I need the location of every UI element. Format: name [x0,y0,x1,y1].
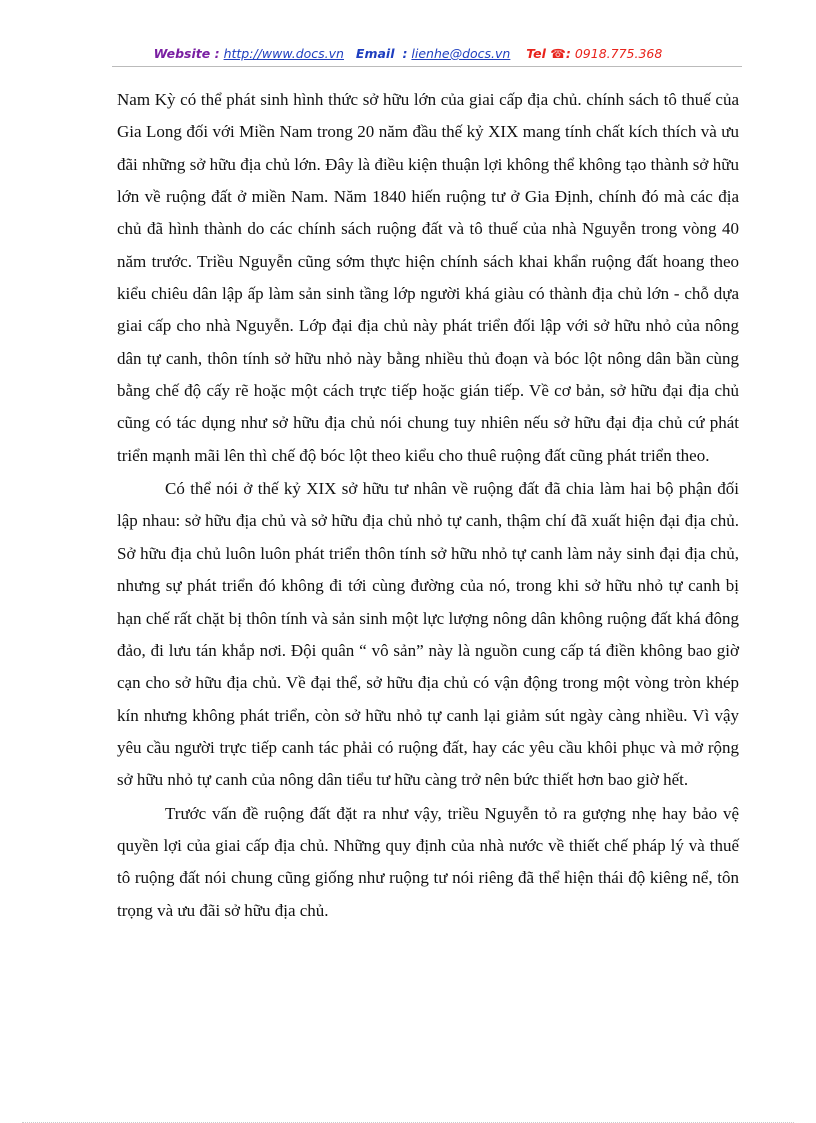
email-separator: : [402,46,408,61]
website-label: Website : [153,46,220,61]
document-body [117,84,739,928]
email-link[interactable]: lienhe@docs.vn [411,46,511,61]
paragraph-2: Có thể nói ở thế kỷ XIX sở hữu tư nhân về ruộng đất đã chia làm hai bộ phận đối lập nhau: sở hữu địa chủ và sở hữu địa chủ nhỏ tự canh, thậm chí đã xuất hiện đại địa chủ. Sở hữu địa chủ luôn luôn phát triển thôn tính sở hữu nhỏ tự canh làm nảy sinh đại địa chủ, nhưng sự phát triển đó không đi tới cùng đường của nó, trong khi sở hữu nhỏ tự canh bị hạn chế rất chặt bị thôn tính và sản sinh một lực lượng nông dân không ruộng đất khá đông đảo, đi lưu tán khắp nơi. Đội quân “ vô sản” này là nguồn cung cấp tá điền không bao giờ cạn cho sở hữu địa chủ. Về đại thể, sở hữu địa chủ có vận động trong một vòng tròn khép kín nhưng không phát triển, còn sở hữu nhỏ tự canh lại giảm sút ngày càng nhiều. Vì vậy yêu cầu người trực tiếp canh tác phải có ruộng đất, hay các yêu cầu khôi phục và mở rộng sở hữu nhỏ tự canh của nông dân tiểu tư hữu càng trở nên bức thiết hơn bao giờ hết. [117,479,739,790]
tel-value: 0918.775.368 [574,46,663,61]
header-divider [112,66,742,67]
website-link[interactable]: http://www.docs.vn [223,46,344,61]
page-header [0,46,816,61]
tel-label: Tel ☎: [526,46,571,61]
paragraph-3: Trước vấn đề ruộng đất đặt ra như vậy, triều Nguyễn tỏ ra gượng nhẹ hay bảo vệ quyền lợi của giai cấp địa chủ. Những quy định của nhà nước về thiết chế pháp lý và thuế tô ruộng đất nói chung cũng giống như ruộng tư nói riêng đã thể hiện thái độ kiêng nể, tôn trọng và ưu đãi sở hữu địa chủ. [117,803,739,920]
email-label: Email [355,46,395,61]
paragraph-1: Nam Kỳ có thể phát sinh hình thức sở hữu lớn của giai cấp địa chủ. chính sách tô thuế của Gia Long đối với Miền Nam trong 20 năm đầu thế kỷ XIX mang tính chất kích thích và ưu đãi những sở hữu địa chủ lớn. Đây là điều kiện thuận lợi không thể không tạo thành sở hữu lớn về ruộng đất ở miền Nam. Năm 1840 hiến ruộng tư ở Gia Định, chính đó mà các địa chủ đã hình thành do các chính sách ruộng đất và tô thuế của nhà Nguyễn trong vòng 40 năm trước. Triều Nguyễn cũng sớm thực hiện chính sách khai khẩn ruộng đất hoang theo kiểu chiêu dân lập ấp làm sản sinh tầng lớp người khá giàu có thành địa chủ lớn - chỗ dựa giai cấp cho nhà Nguyễn. Lớp đại địa chủ này phát triển đối lập với sở hữu nhỏ của nông dân tự canh, thôn tính sở hữu nhỏ này bằng nhiều thủ đoạn và bóc lột nông dân bần cùng bằng chế độ cấy rẽ hoặc một cách trực tiếp hoặc gián tiếp. Về cơ bản, sở hữu đại địa chủ cũng có tác dụng như sở hữu địa chủ nói chung tuy nhiên nếu sở hữu đại địa chủ cứ phát triển mạnh mãi lên thì chế độ bóc lột theo kiểu cho thuê ruộng đất cũng phát triển theo. [117,90,739,465]
